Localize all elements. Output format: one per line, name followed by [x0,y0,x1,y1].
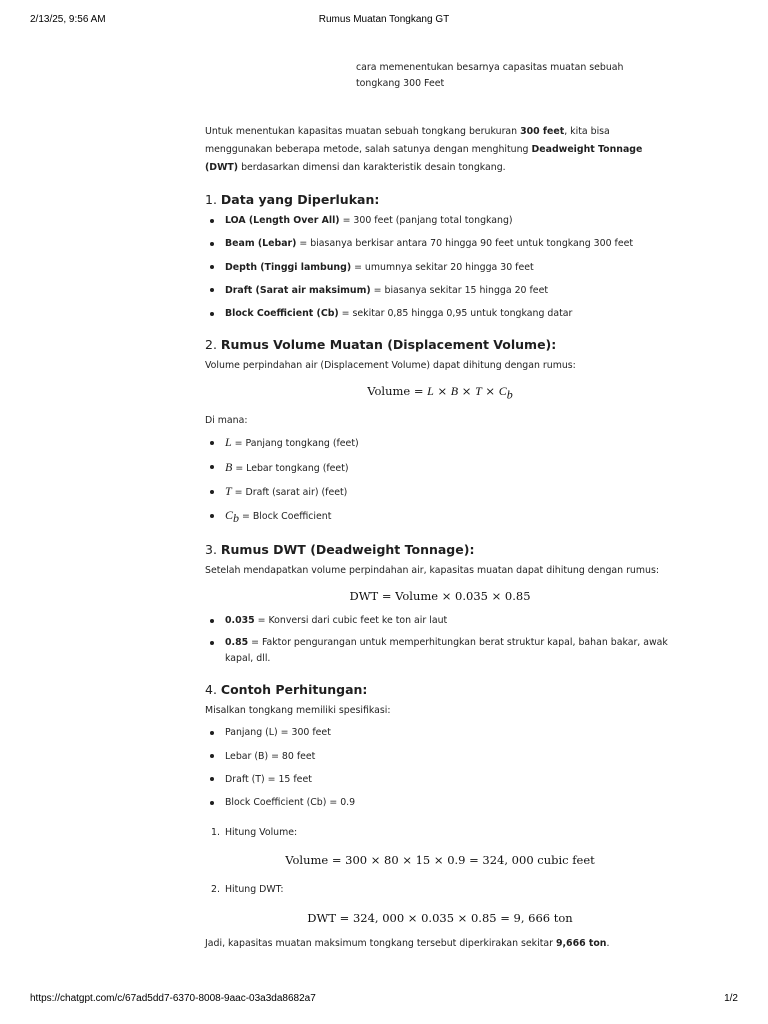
section-heading-example [205,682,675,698]
formula-symbol: T [475,384,482,399]
list-item [205,307,675,320]
list-item [205,436,675,450]
item-text: = sekitar 0,85 hingga 0,95 untuk tongkang datar [338,308,573,320]
item-term: Block Coefficient (Cb) [225,308,339,320]
dwt-factors-list [205,614,675,667]
item-term: Draft (Sarat air maksimum) [225,284,371,296]
user-message: cara memenentukan besarnya capasitas muatan sebuah tongkang 300 Feet [356,62,624,89]
item-term: 0.85 [225,637,249,649]
item-term: 0.035 [225,615,255,627]
formula-lhs: Volume = [367,384,428,399]
intro-paragraph [205,123,675,177]
print-footer [0,993,768,1007]
formula-symbol: L [427,384,434,399]
variable-symbol: B [225,459,233,474]
where-label: Di mana: [205,415,248,427]
formula-operator: × [458,384,476,399]
conclusion-text: . [606,938,610,950]
section-heading-dwt [205,542,675,558]
section-title: Data yang Diperlukan: [220,192,380,207]
section-number: 4. [205,682,221,698]
list-item [205,237,675,250]
list-item [205,284,675,297]
intro-bold-size: 300 feet [520,126,565,137]
assistant-response [205,123,675,950]
list-item [205,635,675,667]
formula-symbol: B [450,384,459,399]
list-item [205,261,675,274]
step-number: 1. [211,827,220,839]
item-text: = umumnya sekitar 20 hingga 30 feet [351,261,534,273]
print-title: Rumus Muatan Tongkang GT [318,14,450,25]
list-item: Draft (T) = 15 feet [205,773,675,786]
variable-desc: = Draft (sarat air) (feet) [231,487,348,499]
variable-desc: = Lebar tongkang (feet) [232,462,349,474]
dwt-formula: DWT = Volume × 0.035 × 0.85 [349,589,531,604]
print-datetime: 2/13/25, 9:56 AM [30,14,106,25]
list-item [205,461,675,475]
example-intro: Misalkan tongkang memiliki spesifikasi: [205,705,391,717]
variable-subscript: b [233,511,240,526]
list-item: Lebar (B) = 80 feet [205,750,675,763]
conclusion-text: Jadi, kapasitas muatan maksimum tongkang tersebut diperkirakan sekitar [205,938,556,950]
step-item [205,883,675,896]
list-item [205,214,675,227]
print-url: https://chatgpt.com/c/67ad5dd7-6370-8008-9aac-03a3da8682a7 [30,993,316,1004]
variable-symbol: L [225,435,232,450]
formula-operator: × [481,384,499,399]
section-number: 3. [205,542,221,558]
intro-text: Untuk menentukan kapasitas muatan sebuah tongkang berukuran [205,126,521,137]
conclusion-bold: 9,666 ton [555,938,607,950]
variable-symbol: T [225,484,232,499]
section-title: Contoh Perhitungan: [220,682,368,698]
variable-desc: = Panjang tongkang (feet) [231,438,359,450]
step-item [205,826,675,839]
section-number: 1. [205,192,221,207]
volume-formula [205,384,675,402]
calculation-steps [205,883,675,896]
dwt-intro: Setelah mendapatkan volume perpindahan air, kapasitas muatan dapat dihitung dengan rumus: [205,565,659,577]
item-term: Beam (Lebar) [225,238,297,250]
volume-calculation: Volume = 300 × 80 × 15 × 0.9 = 324, 000 cubic feet [285,853,595,868]
variable-symbol: C [225,508,234,523]
spec-list [205,726,675,809]
list-item [205,614,675,627]
formula-symbol: C [498,384,507,399]
intro-text: , kita bisa menggunakan beberapa metode, salah satunya dengan menghitung [205,126,610,155]
data-list [205,214,675,320]
item-text: = Konversi dari cubic feet ke ton air laut [254,615,448,627]
dwt-calculation: DWT = 324, 000 × 0.035 × 0.85 = 9, 666 ton [307,911,573,926]
step-label: Hitung Volume: [225,827,298,839]
list-item: Panjang (L) = 300 feet [205,726,675,739]
formula-subscript: b [506,387,513,402]
calculation-steps [205,826,675,839]
print-header [0,14,768,28]
list-item [205,485,675,499]
list-item [205,509,675,525]
step-number: 2. [211,884,220,896]
section-title: Rumus DWT (Deadweight Tonnage): [220,542,475,558]
section-number: 2. [205,337,221,353]
section-title: Rumus Volume Muatan (Displacement Volume): [220,337,557,353]
item-term: Depth (Tinggi lambung) [225,261,352,273]
variables-list [205,436,675,525]
formula-operator: × [433,384,451,399]
item-text: = biasanya berkisar antara 70 hingga 90 feet untuk tongkang 300 feet [296,238,634,250]
section-heading-data [205,192,675,208]
intro-text: berdasarkan dimensi dan karakteristik desain tongkang. [238,162,506,173]
volume-intro: Volume perpindahan air (Displacement Volume) dapat dihitung dengan rumus: [205,360,576,372]
item-text: = biasanya sekitar 15 hingga 20 feet [370,284,549,296]
list-item: Block Coefficient (Cb) = 0.9 [205,796,675,809]
print-page-number: 1/2 [724,993,738,1004]
section-heading-volume [205,337,675,353]
step-label: Hitung DWT: [225,884,284,896]
variable-desc: = Block Coefficient [239,511,332,523]
item-text: = Faktor pengurangan untuk memperhitungkan berat struktur kapal, bahan bakar, awak kapal, dll. [225,637,668,665]
intro-bold-dwt: Deadweight Tonnage (DWT) [205,144,643,173]
item-term: LOA (Length Over All) [225,215,340,226]
conclusion [205,937,675,950]
item-text: = 300 feet (panjang total tongkang) [339,215,513,226]
